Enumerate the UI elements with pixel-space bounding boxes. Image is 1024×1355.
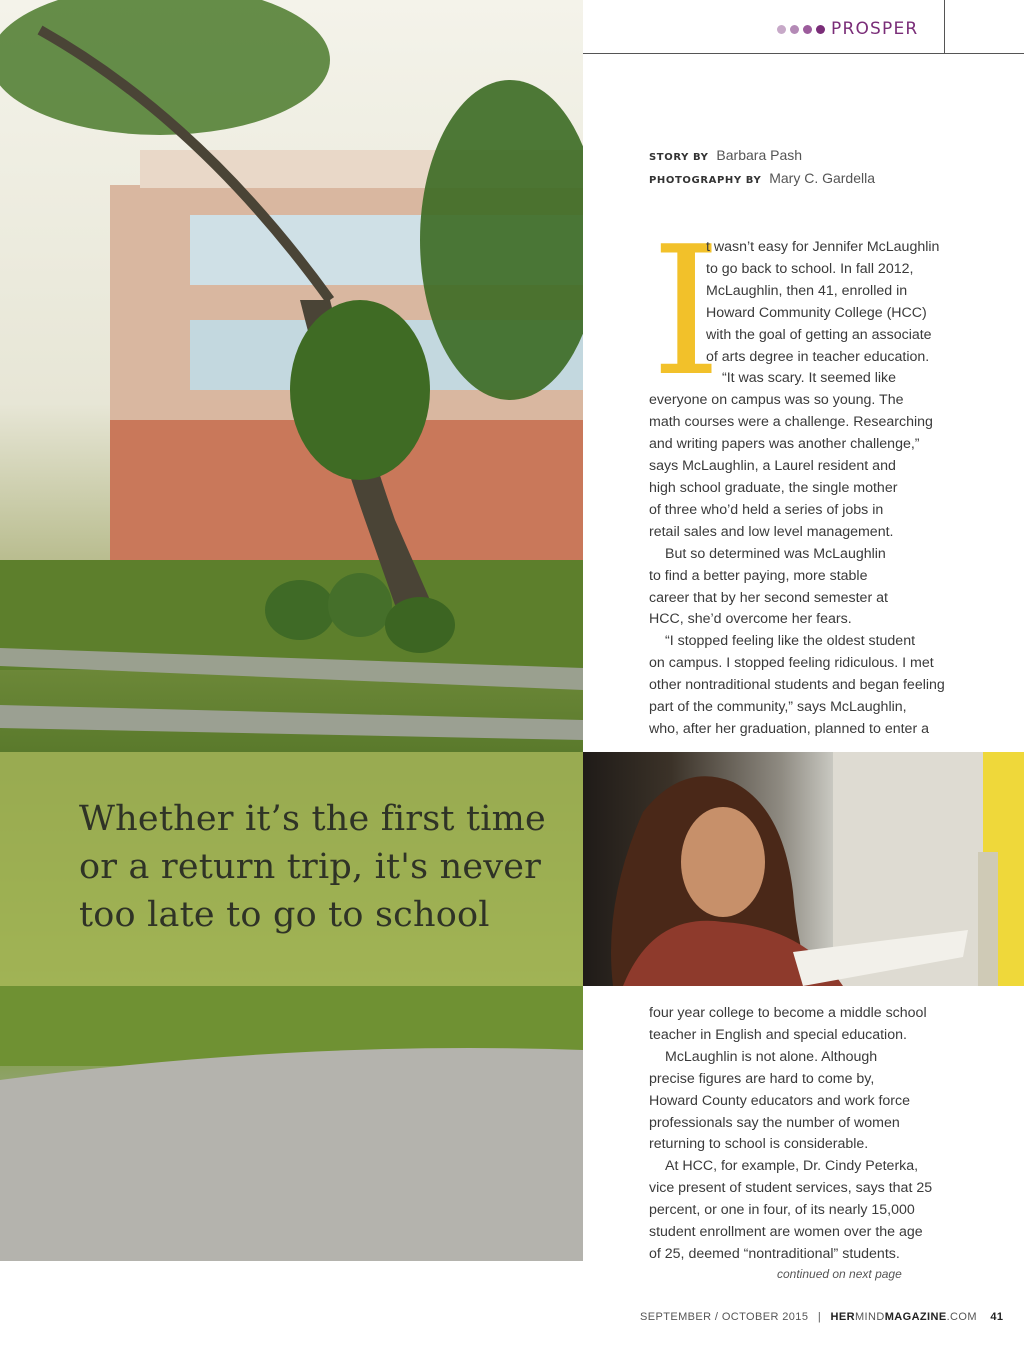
article-line: returning to school is considerable.	[649, 1136, 869, 1153]
article-line: everyone on campus was so young. The	[649, 392, 904, 409]
header-vertical-rule	[944, 0, 945, 53]
article-column-2	[649, 1003, 932, 1266]
tree-foliage	[290, 300, 430, 480]
lamp-stand	[978, 852, 998, 986]
article-line: At HCC, for example, Dr. Cindy Peterka,	[665, 1158, 919, 1175]
brand-her: HER	[830, 1311, 855, 1323]
article-line: of 25, deemed “nontraditional” students.	[649, 1245, 900, 1262]
article-line: HCC, she’d overcome her fears.	[649, 611, 852, 628]
article-line: with the goal of getting an associate	[706, 326, 932, 343]
page-footer	[640, 1311, 1003, 1323]
headline	[79, 795, 559, 939]
section-dots	[777, 25, 825, 34]
article-line: Howard County educators and work force	[649, 1092, 911, 1109]
section-dot-icon	[790, 25, 799, 34]
article-line: McLaughlin, then 41, enrolled in	[706, 282, 908, 299]
article-line: math courses were a challenge. Researching	[649, 414, 933, 431]
section-dot-icon	[777, 25, 786, 34]
photo-credit-label: PHOTOGRAPHY BY	[649, 175, 762, 186]
article-line: McLaughlin is not alone. Although	[665, 1048, 878, 1065]
article-line: retail sales and low level management.	[649, 523, 894, 540]
article-line: high school graduate, the single mother	[649, 479, 898, 496]
story-credit-label: STORY BY	[649, 152, 709, 163]
page-number: 41	[990, 1311, 1004, 1323]
header-rule	[583, 53, 1024, 54]
article-line: and writing papers was another challenge,”	[649, 436, 920, 453]
section-dot-icon	[803, 25, 812, 34]
photo-credit-name: Mary C. Gardella	[769, 170, 876, 186]
brand-domain: .COM	[946, 1311, 977, 1323]
article-line: “It was scary. It seemed like	[722, 370, 896, 387]
article-line: But so determined was McLaughlin	[665, 545, 886, 562]
article-line: t wasn’t easy for Jennifer McLaughlin	[706, 239, 940, 255]
gravel-path	[0, 1048, 583, 1261]
article-line: percent, or one in four, of its nearly 15,000	[649, 1202, 915, 1219]
story-credit	[649, 147, 802, 163]
article-line: four year college to become a middle school	[649, 1005, 927, 1021]
shrub-1	[265, 580, 335, 640]
shrub-2	[328, 573, 392, 637]
face	[681, 807, 765, 917]
article-line: on campus. I stopped feeling ridiculous. I met	[649, 655, 934, 672]
article-line: other nontraditional students and began feeling	[649, 677, 945, 694]
website-brand[interactable]	[831, 1311, 977, 1323]
article-line: part of the community,” says McLaughlin,	[649, 699, 907, 716]
student-photo	[583, 752, 1024, 986]
article-line: professionals say the number of women	[649, 1114, 900, 1131]
article-line: who, after her graduation, planned to enter a	[649, 720, 930, 737]
brand-mind: MIND	[854, 1311, 885, 1323]
headline-line-3: too late to go to school	[79, 895, 490, 935]
continued-note: continued on next page	[777, 1267, 902, 1281]
article-line: says McLaughlin, a Laurel resident and	[649, 458, 896, 475]
story-credit-name: Barbara Pash	[716, 147, 803, 163]
student-reading-scene	[583, 752, 1024, 986]
section-dot-icon	[816, 25, 825, 34]
footer-separator: |	[817, 1311, 822, 1323]
article-line: precise figures are hard to come by,	[649, 1070, 875, 1087]
article-line: “I stopped feeling like the oldest student	[665, 633, 916, 650]
article-line: of arts degree in teacher education.	[706, 348, 930, 365]
article-line: Howard Community College (HCC)	[706, 304, 927, 321]
brand-magazine: MAGAZINE	[884, 1311, 947, 1323]
shrub-3	[385, 597, 455, 653]
photo-credit	[649, 170, 875, 186]
article-line: teacher in English and special education.	[649, 1026, 907, 1043]
section-label: PROSPER	[831, 19, 919, 39]
headline-line-1: Whether it’s the first time	[79, 799, 546, 839]
drop-cap: I	[651, 208, 722, 415]
article-column-1	[649, 237, 945, 741]
article-line: career that by her second semester at	[649, 589, 888, 606]
article-line: vice present of student services, says that 25	[649, 1180, 933, 1197]
article-line: student enrollment are women over the age	[649, 1224, 923, 1241]
article-line: of three who’d held a series of jobs in	[649, 501, 884, 518]
article-line: to go back to school. In fall 2012,	[706, 260, 914, 277]
sidewalk-2	[0, 705, 583, 740]
headline-line-2: or a return trip, it's never	[79, 847, 542, 887]
article-line: to find a better paying, more stable	[649, 567, 868, 584]
issue-date: SEPTEMBER / OCTOBER 2015	[640, 1311, 809, 1323]
